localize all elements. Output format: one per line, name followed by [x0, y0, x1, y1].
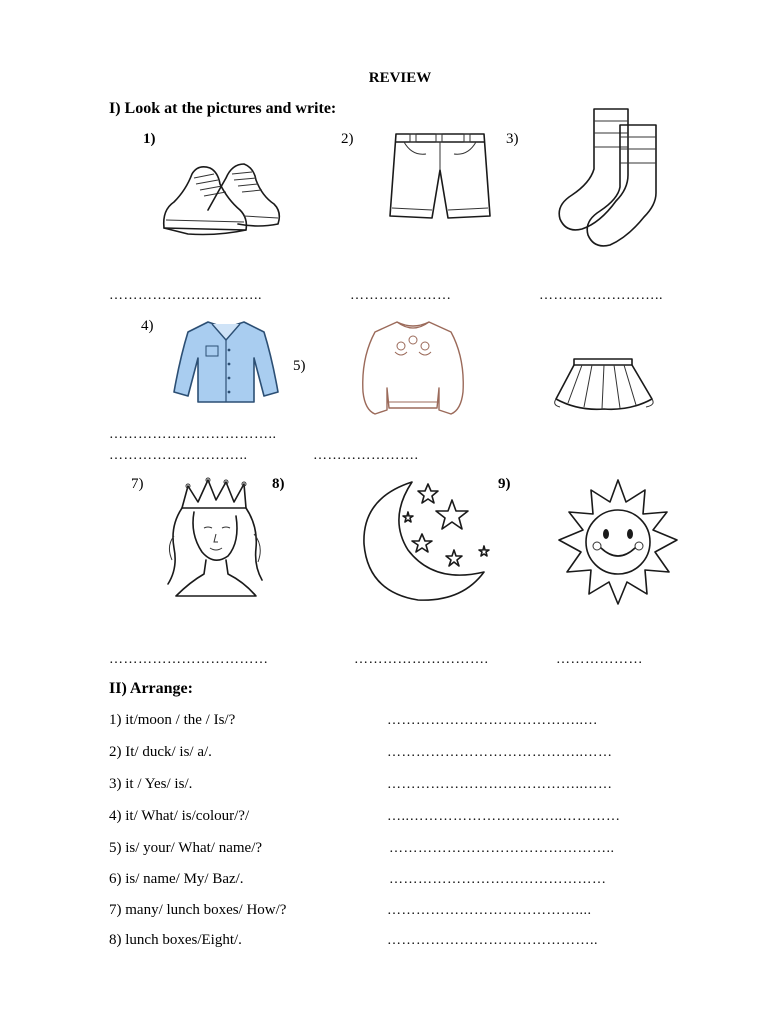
item-3-number: 3)	[506, 131, 519, 147]
skirt-icon	[548, 355, 658, 415]
arrange-item-4: 4) it/ What/ is/colour/?/	[109, 808, 250, 824]
item-5-number: 5)	[293, 358, 306, 374]
item-2-number: 2)	[341, 131, 354, 147]
item-3-answer-line[interactable]: ……………………..	[539, 288, 663, 303]
arrange-item-7: 7) many/ lunch boxes/ How/?	[109, 902, 287, 918]
socks-icon	[556, 105, 664, 250]
arrange-item-2: 2) It/ duck/ is/ a/.	[109, 744, 212, 760]
page-title: REVIEW	[368, 70, 432, 86]
item-8-answer-line[interactable]: ……………………….	[354, 652, 489, 667]
arrange-answer-3[interactable]: …………………………………..……	[387, 777, 613, 792]
item-1-answer-line[interactable]: …………………………..	[109, 288, 262, 303]
item-4-number: 4)	[141, 318, 154, 334]
arrange-item-6: 6) is/ name/ My/ Baz/.	[109, 871, 244, 887]
arrange-answer-7[interactable]: …………………………………....	[387, 903, 592, 918]
item-1-number: 1)	[143, 131, 156, 147]
item-8-number: 8)	[272, 476, 285, 492]
item-5-answer-line[interactable]: ………………………..	[109, 448, 248, 463]
item-7-answer-line[interactable]: ……………………………	[109, 652, 269, 667]
item-2-answer-line[interactable]: …………………	[350, 288, 452, 303]
moon-icon	[360, 478, 490, 604]
shirt-icon	[172, 318, 280, 404]
section1-heading: I) Look at the pictures and write:	[109, 100, 337, 117]
item-9-number: 9)	[498, 476, 511, 492]
arrange-answer-8[interactable]: ……………………………………..	[387, 933, 598, 948]
arrange-answer-5[interactable]: ………………………………………..	[389, 841, 615, 856]
sun-icon	[553, 478, 683, 608]
arrange-item-1: 1) it/moon / the / Is/?	[109, 712, 236, 728]
arrange-item-3: 3) it / Yes/ is/.	[109, 776, 193, 792]
item-7-number: 7)	[131, 476, 144, 492]
section2-heading: II) Arrange:	[109, 680, 193, 697]
arrange-item-8: 8) lunch boxes/Eight/.	[109, 932, 242, 948]
item-6-answer-line[interactable]: ………………….	[313, 448, 419, 463]
arrange-answer-6[interactable]: ………………………………………	[389, 872, 607, 887]
arrange-answer-1[interactable]: …………………………………..…	[387, 713, 598, 728]
queen-icon	[160, 476, 268, 606]
item-9-answer-line[interactable]: ………………	[556, 652, 643, 667]
sweater-icon	[357, 318, 469, 422]
arrange-answer-4[interactable]: …..…………………………..…………	[387, 809, 621, 824]
sneakers-icon	[158, 150, 283, 240]
shorts-icon	[386, 130, 494, 222]
arrange-item-5: 5) is/ your/ What/ name/?	[109, 840, 263, 856]
arrange-answer-2[interactable]: …………………………………..……	[387, 745, 613, 760]
item-4-answer-line[interactable]: ……………………………..	[109, 427, 277, 442]
